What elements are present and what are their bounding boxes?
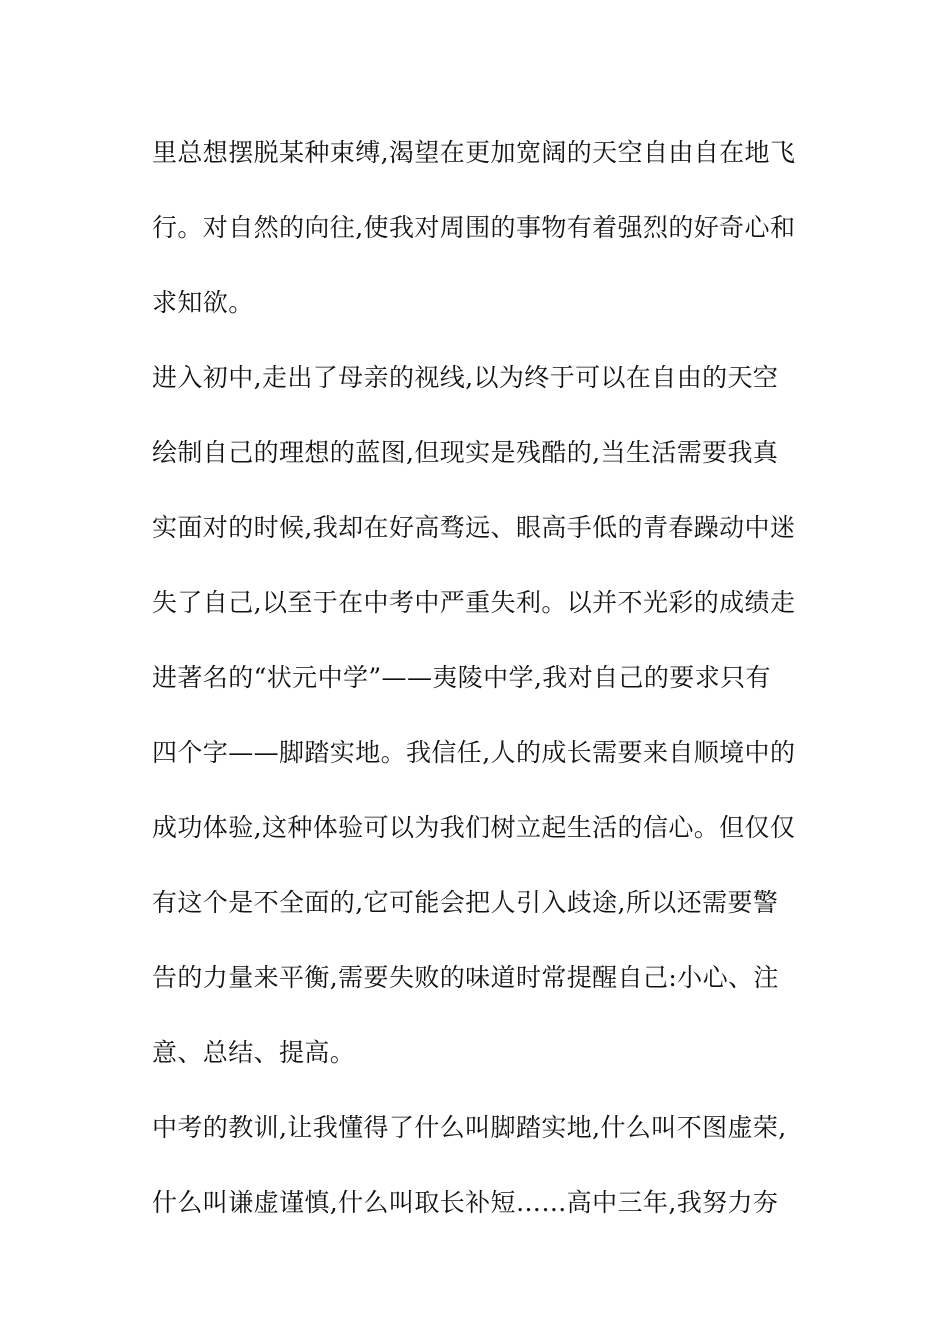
text-line: 里总想摆脱某种束缚,渴望在更加宽阔的天空自由自在地飞 xyxy=(152,138,796,167)
text-line: 成功体验,这种体验可以为我们树立起生活的信心。但仅仅 xyxy=(152,813,796,842)
text-line: 告的力量来平衡,需要失败的味道时常提醒自己:小心、注 xyxy=(152,963,779,992)
text-line: 绘制自己的理想的蓝图,但现实是残酷的,当生活需要我真 xyxy=(152,438,779,467)
text-line: 意、总结、提高。 xyxy=(152,1038,356,1067)
text-line: 中考的教训,让我懂得了什么叫脚踏实地,什么叫不图虚荣, xyxy=(152,1113,787,1142)
text-line: 进入初中,走出了母亲的视线,以为终于可以在自由的天空 xyxy=(152,363,779,392)
text-line: 求知欲。 xyxy=(152,288,254,317)
essay-body xyxy=(152,130,812,1255)
text-line: 四个字——脚踏实地。我信任,人的成长需要来自顺境中的 xyxy=(152,738,796,767)
text-line: 实面对的时候,我却在好高骛远、眼高手低的青春躁动中迷 xyxy=(152,513,796,542)
text-line: 进著名的“状元中学”——夷陵中学,我对自己的要求只有 xyxy=(152,663,771,692)
text-line: 失了自己,以至于在中考中严重失利。以并不光彩的成绩走 xyxy=(152,588,796,617)
text-line: 有这个是不全面的,它可能会把人引入歧途,所以还需要警 xyxy=(152,888,779,917)
text-line: 行。对自然的向往,使我对周围的事物有着强烈的好奇心和 xyxy=(152,213,796,242)
text-line: 什么叫谦虚谨慎,什么叫取长补短……高中三年,我努力夯 xyxy=(152,1188,779,1217)
